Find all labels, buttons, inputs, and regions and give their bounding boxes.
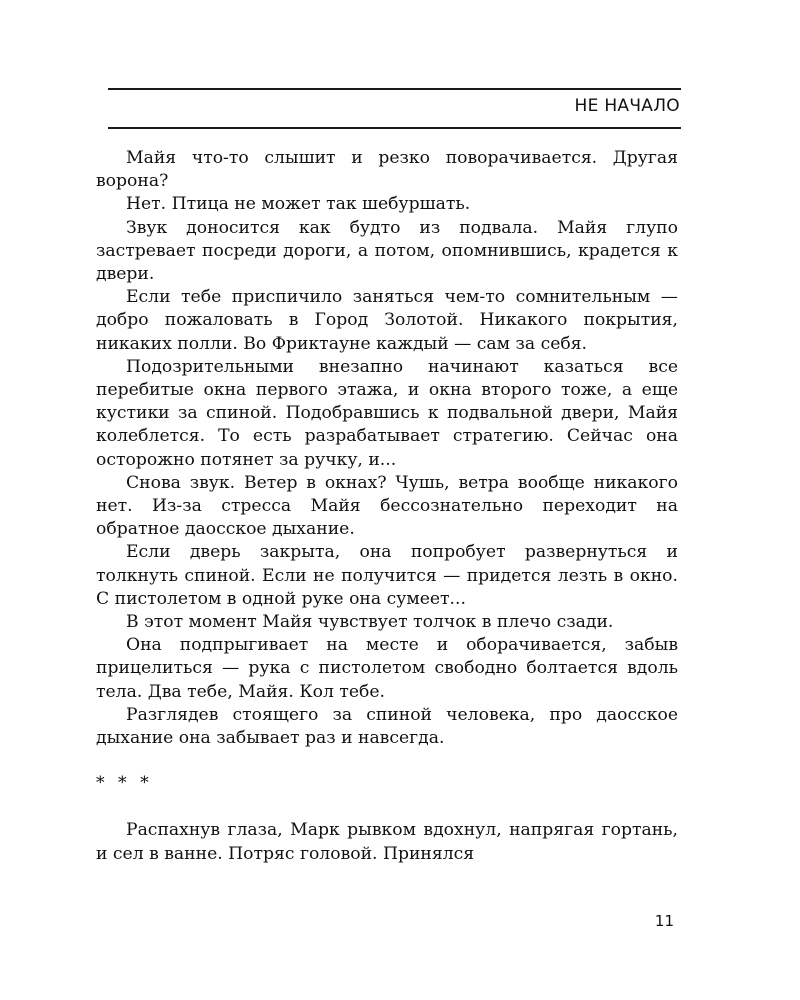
paragraph: В этот момент Майя чувствует толчок в плечо сзади. xyxy=(126,612,614,633)
body-text xyxy=(96,147,678,866)
paragraph: Снова звук. Ветер в окнах? Чушь, ветра вообще никакого нет. Из-за стресса Майя бессознательно переходит на обратное даосское дыхание. xyxy=(96,472,678,540)
section-separator: * * * xyxy=(96,773,153,794)
paragraph: Нет. Птица не может так шебуршать. xyxy=(126,194,471,215)
paragraph: Разглядев стоящего за спиной человека, про даосское дыхание она забывает раз и навсегда. xyxy=(96,704,678,749)
paragraph: Подозрительными внезапно начинают казаться все перебитые окна первого этажа, и окна второго тоже, а еще кустики за спиной. Подобравшись к подвальной двери, Майя колеблется. То есть разрабатывает стратегию. Сейчас она осторожно потянет за ручку, и... xyxy=(96,356,678,470)
paragraph: Звук доносится как будто из подвала. Майя глупо застревает посреди дороги, а потом, опомнившись, крадется к двери. xyxy=(96,217,678,285)
header-rule-top xyxy=(108,88,681,90)
paragraph: Если дверь закрыта, она попробует развернуться и толкнуть спиной. Если не получится — придется лезть в окно. С пистолетом в одной руке она сумеет... xyxy=(96,542,678,609)
paragraph: Майя что-то слышит и резко поворачивается. Другая ворона? xyxy=(96,148,678,192)
paragraph: Распахнув глаза, Марк рывком вдохнул, напрягая гортань, и сел в ванне. Потряс головой. Принялся xyxy=(96,820,678,864)
paragraph: Она подпрыгивает на месте и оборачивается, забыв прицелиться — рука с пистолетом свободно болтается вдоль тела. Два тебе, Майя. Кол тебе. xyxy=(96,635,678,702)
header-rule-bottom xyxy=(108,127,681,129)
running-title: НЕ НАЧАЛО xyxy=(574,96,680,116)
page-number: 11 xyxy=(654,912,674,930)
paragraph: Если тебе приспичило заняться чем-то сомнительным — добро пожаловать в Город Золотой. Никакого покрытия, никаких полли. Во Фриктауне каждый — сам за себя. xyxy=(96,287,678,354)
